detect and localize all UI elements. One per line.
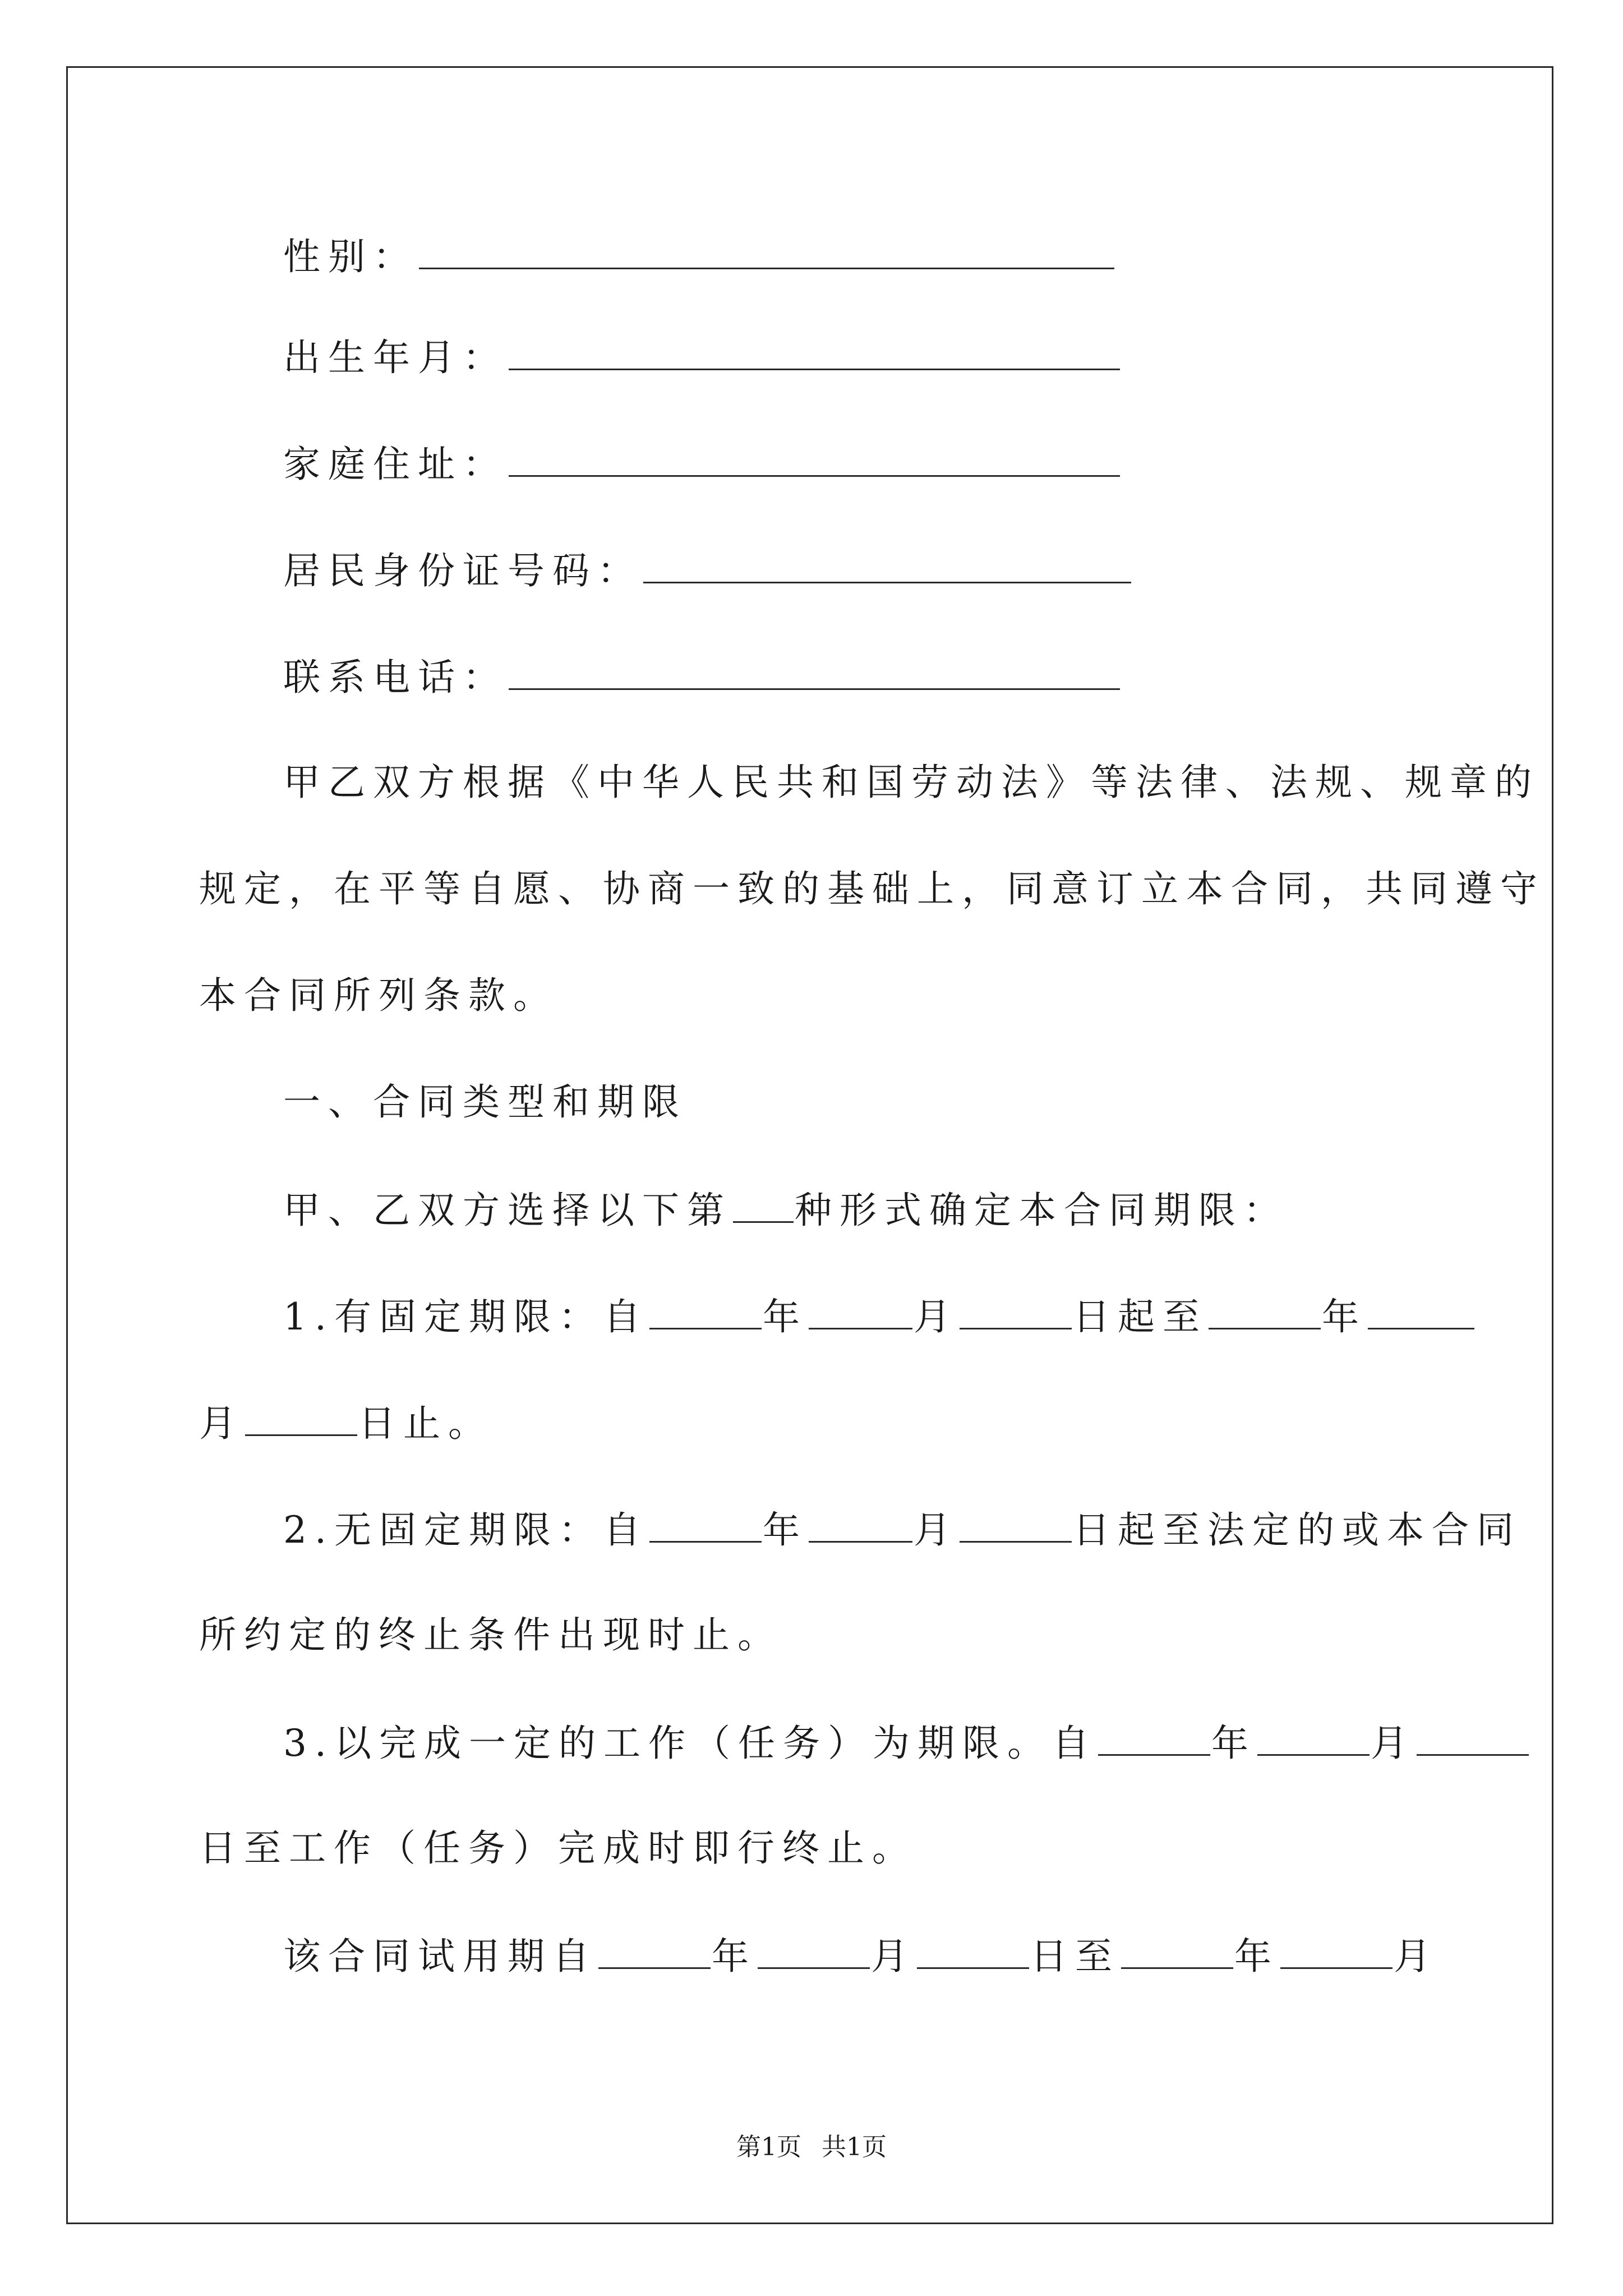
text: 月 xyxy=(1370,1722,1415,1765)
text: 年 xyxy=(1321,1295,1367,1338)
text: 年 xyxy=(762,1295,808,1338)
page-number: 第1页 xyxy=(736,2133,801,2161)
fill-blank xyxy=(598,1932,711,1969)
item3-line-1 xyxy=(283,1719,1530,1766)
text: 日至 xyxy=(1030,1935,1120,1978)
fill-blank xyxy=(1257,1719,1370,1756)
page-border xyxy=(66,66,1553,2224)
text: 月 xyxy=(199,1402,244,1445)
fill-blank xyxy=(509,334,1120,370)
fill-blank xyxy=(917,1932,1029,1969)
fill-blank xyxy=(1417,1719,1529,1756)
item3-line-2: 日至工作（任务）完成时即行终止。 xyxy=(199,1826,917,1870)
fill-blank xyxy=(643,547,1131,583)
intro-line-3: 本合同所列条款。 xyxy=(199,974,558,1017)
text: 日起至 xyxy=(1072,1295,1207,1338)
field-gender xyxy=(283,233,1115,279)
fill-blank xyxy=(1098,1719,1210,1756)
section-heading: 一、合同类型和期限 xyxy=(283,1080,687,1124)
fill-blank xyxy=(809,1506,912,1543)
field-label: 居民身份证号码： xyxy=(283,549,642,592)
field-label: 性别： xyxy=(283,235,418,278)
fill-blank xyxy=(960,1506,1072,1543)
page-total: 共1页 xyxy=(822,2133,887,2161)
field-label: 家庭住址： xyxy=(283,443,508,486)
text: 月 xyxy=(913,1295,958,1338)
field-id-number xyxy=(283,547,1132,593)
field-birth xyxy=(283,334,1121,380)
text: 年 xyxy=(1211,1722,1256,1765)
item1-line-2 xyxy=(199,1400,493,1446)
item2-line-2: 所约定的终止条件出现时止。 xyxy=(199,1613,782,1657)
field-label: 出生年月： xyxy=(283,336,508,379)
fill-blank xyxy=(960,1293,1072,1329)
fill-blank xyxy=(1121,1932,1233,1969)
probation-line xyxy=(283,1932,1438,1979)
intro-line-1: 甲乙双方根据《中华人民共和国劳动法》等法律、法规、规章的 xyxy=(283,761,1539,804)
field-phone xyxy=(283,654,1121,700)
item1-line-1 xyxy=(283,1293,1476,1340)
fill-blank xyxy=(419,233,1114,269)
text: 该合同试用期自 xyxy=(283,1935,597,1978)
text: 1.有固定期限：自 xyxy=(283,1295,648,1338)
fill-blank xyxy=(509,440,1120,477)
text: 甲、乙双方选择以下第 xyxy=(283,1189,732,1232)
text: 月 xyxy=(871,1935,916,1978)
fill-blank xyxy=(758,1932,870,1969)
text: 种形式确定本合同期限： xyxy=(795,1189,1288,1232)
text: 年 xyxy=(712,1935,757,1978)
page-footer xyxy=(0,2132,1623,2163)
intro-line-2: 规定，在平等自愿、协商一致的基础上，同意订立本合同，共同遵守 xyxy=(199,867,1545,910)
fill-blank xyxy=(509,654,1120,690)
field-label: 联系电话： xyxy=(283,656,508,699)
text: 3.以完成一定的工作（任务）为期限。自 xyxy=(283,1722,1097,1765)
item2-line-1 xyxy=(283,1506,1521,1553)
fill-blank xyxy=(649,1506,762,1543)
fill-blank xyxy=(649,1293,762,1329)
fill-blank xyxy=(809,1293,912,1329)
fill-blank xyxy=(1368,1293,1474,1329)
fill-blank xyxy=(245,1400,357,1436)
choice-line xyxy=(283,1186,1288,1233)
text: 年 xyxy=(1234,1935,1279,1978)
text: 月 xyxy=(1394,1935,1438,1978)
fill-blank xyxy=(1209,1293,1321,1329)
fill-blank xyxy=(733,1186,794,1223)
text: 2.无固定期限：自 xyxy=(283,1508,648,1552)
text: 日起至法定的或本合同 xyxy=(1072,1508,1521,1552)
text: 年 xyxy=(762,1508,808,1552)
text: 日止。 xyxy=(358,1402,493,1445)
fill-blank xyxy=(1280,1932,1393,1969)
text: 月 xyxy=(913,1508,958,1552)
field-address xyxy=(283,440,1121,487)
